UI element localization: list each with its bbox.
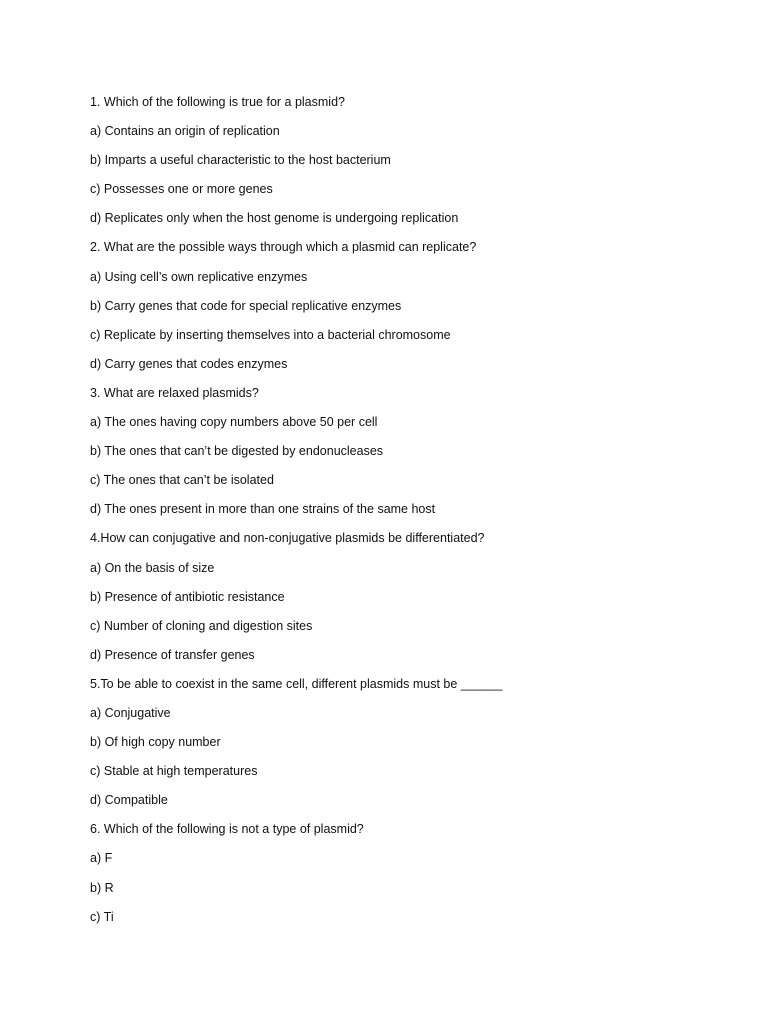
option-2a: a) Using cell’s own replicative enzymes (90, 269, 308, 284)
question-5: 5.To be able to coexist in the same cell, different plasmids must be ______ (90, 676, 503, 691)
option-4d: d) Presence of transfer genes (90, 647, 255, 662)
option-1a: a) Contains an origin of replication (90, 124, 280, 139)
option-4b: b) Presence of antibiotic resistance (90, 589, 285, 604)
option-2d: d) Carry genes that codes enzymes (90, 356, 288, 371)
option-3b: b) The ones that can’t be digested by endonucleases (90, 444, 384, 459)
option-5d: d) Compatible (90, 793, 168, 808)
option-3a: a) The ones having copy numbers above 50 per cell (90, 415, 378, 430)
option-6a: a) F (90, 851, 113, 866)
question-6: 6. Which of the following is not a type of plasmid? (90, 822, 364, 837)
option-5a: a) Conjugative (90, 705, 171, 720)
option-4c: c) Number of cloning and digestion sites (90, 618, 313, 633)
option-1b: b) Imparts a useful characteristic to the host bacterium (90, 153, 391, 168)
question-4: 4.How can conjugative and non-conjugative plasmids be differentiated? (90, 531, 485, 546)
option-1d: d) Replicates only when the host genome is undergoing replication (90, 211, 459, 226)
option-3d: d) The ones present in more than one strains of the same host (90, 502, 436, 517)
option-3c: c) The ones that can’t be isolated (90, 473, 274, 488)
option-1c: c) Possesses one or more genes (90, 182, 273, 197)
option-6b: b) R (90, 880, 114, 895)
option-2c: c) Replicate by inserting themselves into a bacterial chromosome (90, 327, 451, 342)
option-4a: a) On the basis of size (90, 560, 215, 575)
question-3: 3. What are relaxed plasmids? (90, 385, 259, 400)
question-2: 2. What are the possible ways through which a plasmid can replicate? (90, 240, 477, 255)
question-1: 1. Which of the following is true for a plasmid? (90, 95, 345, 109)
option-5c: c) Stable at high temperatures (90, 764, 258, 779)
option-2b: b) Carry genes that code for special replicative enzymes (90, 298, 402, 313)
option-5b: b) Of high copy number (90, 735, 221, 750)
quiz-text (90, 92, 730, 936)
option-6c: c) Ti (90, 909, 114, 924)
